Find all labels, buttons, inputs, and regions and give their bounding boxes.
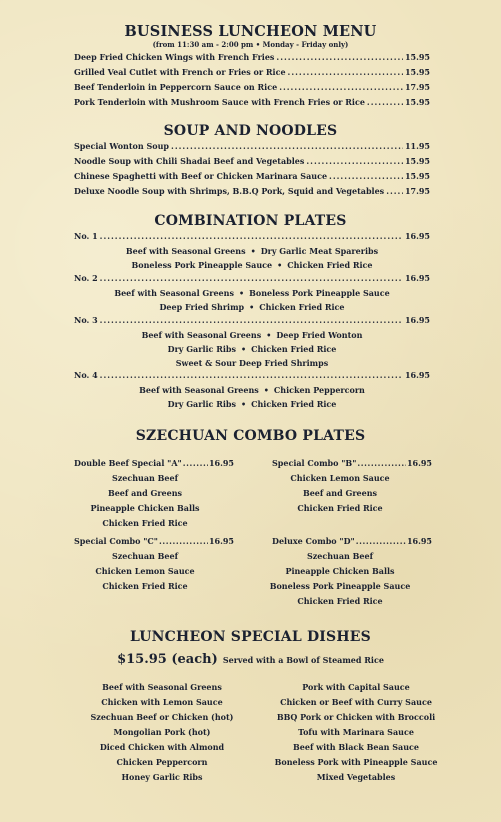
- item-name: No. 2: [74, 273, 98, 283]
- combo-dish: Dry Garlic Meat Spareribs: [260, 246, 379, 256]
- szechuan-combo-header: [74, 536, 234, 546]
- combo-dish: Beef with Seasonal Greens: [114, 288, 234, 298]
- item-price: 15.95: [404, 156, 430, 166]
- szechuan-combo-dish: Chicken Fried Rice: [297, 503, 383, 513]
- combo-dish: Beef with Seasonal Greens: [141, 330, 262, 340]
- special-dish-left: Beef with Seasonal Greens: [102, 682, 222, 692]
- combo-plate-line: [74, 344, 430, 354]
- combo-plate-line: [74, 358, 430, 368]
- combo-dish: Chicken Fried Rice: [259, 302, 345, 312]
- combo-dish: Sweet & Sour Deep Fried Shrimps: [175, 358, 329, 368]
- item-name: No. 1: [74, 231, 98, 241]
- combo-dish: Dry Garlic Ribs: [167, 399, 236, 409]
- special-dish-left: Diced Chicken with Almond: [99, 742, 225, 752]
- special-dish-right: Beef with Black Bean Sauce: [293, 742, 419, 752]
- special-dish-left: Mongolian Pork (hot): [113, 727, 211, 737]
- soup-item: [74, 171, 430, 183]
- combo-dish: Boneless Pork Pineapple Sauce: [249, 288, 390, 298]
- szechuan-combo-dish: Pineapple Chicken Balls: [90, 503, 200, 513]
- combo-dish: Beef with Seasonal Greens: [125, 246, 246, 256]
- soup-noodles-title: SOUP AND NOODLES: [163, 123, 338, 139]
- combo-dish: Deep Fried Shrimp: [159, 302, 245, 312]
- leader-dots: [100, 273, 403, 283]
- leader-dots: [288, 67, 403, 77]
- special-dish-right: BBQ Pork or Chicken with Broccoli: [276, 712, 436, 722]
- combo-dish: Boneless Pork Pineapple Sauce: [131, 260, 273, 270]
- item-price: 15.95: [404, 52, 430, 62]
- leader-dots: [386, 186, 403, 196]
- special-dish-right: Pork with Capital Sauce: [302, 682, 410, 692]
- special-dish-left: Szechuan Beef or Chicken (hot): [90, 712, 234, 722]
- luncheon-special-price-line: [0, 648, 501, 667]
- item-price: 17.95: [404, 186, 430, 196]
- combo-plate-line: [74, 246, 430, 256]
- item-name: Special Wonton Soup: [74, 141, 170, 151]
- item-price: 16.95: [404, 273, 430, 283]
- item-name: Deep Fried Chicken Wings with French Fries: [74, 52, 275, 62]
- szechuan-combo-title: SZECHUAN COMBO PLATES: [135, 428, 366, 444]
- item-name: Noodle Soup with Chili Shadai Beef and Vegetables: [74, 156, 305, 166]
- business-item: [74, 82, 430, 94]
- szechuan-combo-dish: Szechuan Beef: [111, 551, 179, 561]
- special-dish-right: Chicken or Beef with Curry Sauce: [280, 697, 432, 707]
- item-name: Pork Tenderloin with Mushroom Sauce with French Fries or Rice: [74, 97, 365, 107]
- combo-dish: Dry Garlic Ribs: [167, 344, 236, 354]
- item-name: Grilled Veal Cutlet with French or Fries or Rice: [74, 67, 286, 77]
- combo-dish: Beef with Seasonal Greens: [139, 385, 259, 395]
- leader-dots: [100, 231, 403, 241]
- item-price: 11.95: [404, 141, 430, 151]
- combo-dish: Chicken Fried Rice: [251, 344, 337, 354]
- leader-dots: [276, 52, 403, 62]
- item-price: 16.95: [404, 315, 430, 325]
- luncheon-special-note: Served with a Bowl of Steamed Rice: [222, 655, 384, 665]
- szechuan-combo-dish: Szechuan Beef: [306, 551, 374, 561]
- combo-plate-line: [74, 302, 430, 312]
- combo-plate-line: [74, 399, 430, 409]
- special-dish-right: Tofu with Marinara Sauce: [298, 727, 414, 737]
- business-item: [74, 67, 430, 79]
- leader-dots: [356, 536, 406, 546]
- combo-plate-line: [74, 260, 430, 270]
- szechuan-combo-dish: Chicken Lemon Sauce: [290, 473, 390, 483]
- combo-dish: Chicken Peppercorn: [273, 385, 365, 395]
- bullet-separator: •: [249, 302, 255, 312]
- bullet-separator: •: [240, 399, 247, 409]
- item-price: 15.95: [404, 171, 430, 181]
- combo-plate-header: [74, 315, 430, 327]
- item-price: 16.95: [404, 370, 430, 380]
- combo-name: Double Beef Special "A": [74, 458, 182, 468]
- soup-item: [74, 156, 430, 168]
- combo-dish: Chicken Fried Rice: [251, 399, 337, 409]
- szechuan-combo-dish: Pineapple Chicken Balls: [285, 566, 395, 576]
- item-name: No. 4: [74, 370, 98, 380]
- szechuan-combo-dish: Beef and Greens: [302, 488, 378, 498]
- item-price: 15.95: [404, 97, 430, 107]
- combo-dish: Deep Fried Wonton: [276, 330, 363, 340]
- bullet-separator: •: [263, 385, 269, 395]
- leader-dots: [357, 458, 406, 468]
- leader-dots: [100, 370, 403, 380]
- combo-plate-line: [74, 288, 430, 298]
- szechuan-combo-header: [272, 458, 432, 468]
- combo-plate-line: [74, 385, 430, 395]
- combo-name: Special Combo "C": [74, 536, 158, 546]
- szechuan-combo-dish: Chicken Fried Rice: [102, 581, 188, 591]
- leader-dots: [279, 82, 403, 92]
- szechuan-combo-dish: Boneless Pork Pineapple Sauce: [269, 581, 411, 591]
- leader-dots: [367, 97, 403, 107]
- combo-price: 16.95: [208, 458, 234, 468]
- combo-price: 16.95: [208, 536, 234, 546]
- szechuan-combo-dish: Beef and Greens: [107, 488, 183, 498]
- combo-plate-header: [74, 231, 430, 243]
- combination-plates-title: COMBINATION PLATES: [154, 213, 347, 229]
- leader-dots: [329, 171, 403, 181]
- leader-dots: [306, 156, 403, 166]
- bullet-separator: •: [250, 246, 256, 256]
- luncheon-special-title: LUNCHEON SPECIAL DISHES: [130, 629, 371, 645]
- item-price: 17.95: [404, 82, 430, 92]
- szechuan-combo-dish: Chicken Fried Rice: [102, 518, 188, 528]
- luncheon-special-price: $15.95 (each): [117, 652, 218, 667]
- special-dish-left: Chicken Peppercorn: [116, 757, 208, 767]
- item-name: Chinese Spaghetti with Beef or Chicken Marinara Sauce: [74, 171, 328, 181]
- combo-name: Special Combo "B": [272, 458, 357, 468]
- item-name: Deluxe Noodle Soup with Shrimps, B.B.Q Pork, Squid and Vegetables: [74, 186, 385, 196]
- leader-dots: [100, 315, 403, 325]
- bullet-separator: •: [238, 288, 245, 298]
- combo-price: 16.95: [406, 458, 432, 468]
- item-name: No. 3: [74, 315, 98, 325]
- bullet-separator: •: [240, 344, 247, 354]
- special-dish-left: Chicken with Lemon Sauce: [101, 697, 223, 707]
- combo-dish: Chicken Fried Rice: [287, 260, 373, 270]
- leader-dots: [183, 458, 208, 468]
- leader-dots: [159, 536, 208, 546]
- combo-plate-line: [74, 330, 430, 340]
- soup-item: [74, 141, 430, 153]
- business-item: [74, 97, 430, 109]
- combo-plate-header: [74, 273, 430, 285]
- szechuan-combo-header: [272, 536, 432, 546]
- item-price: 16.95: [404, 231, 430, 241]
- business-item: [74, 52, 430, 64]
- leader-dots: [171, 141, 403, 151]
- item-price: 15.95: [404, 67, 430, 77]
- szechuan-combo-dish: Chicken Lemon Sauce: [95, 566, 195, 576]
- business-luncheon-title: BUSINESS LUNCHEON MENU: [124, 23, 377, 40]
- special-dish-left: Honey Garlic Ribs: [121, 772, 203, 782]
- bullet-separator: •: [277, 260, 283, 270]
- szechuan-combo-dish: Chicken Fried Rice: [297, 596, 383, 606]
- combo-name: Deluxe Combo "D": [272, 536, 355, 546]
- combo-price: 16.95: [406, 536, 432, 546]
- special-dish-right: Mixed Vegetables: [316, 772, 396, 782]
- szechuan-combo-header: [74, 458, 234, 468]
- soup-item: [74, 186, 430, 198]
- szechuan-combo-dish: Szechuan Beef: [111, 473, 179, 483]
- bullet-separator: •: [266, 330, 272, 340]
- business-luncheon-subtitle: (from 11:30 am - 2:00 pm • Monday - Friday only): [152, 40, 349, 49]
- item-name: Beef Tenderloin in Peppercorn Sauce on Rice: [74, 82, 278, 92]
- combo-plate-header: [74, 370, 430, 382]
- special-dish-right: Boneless Pork with Pineapple Sauce: [274, 757, 438, 767]
